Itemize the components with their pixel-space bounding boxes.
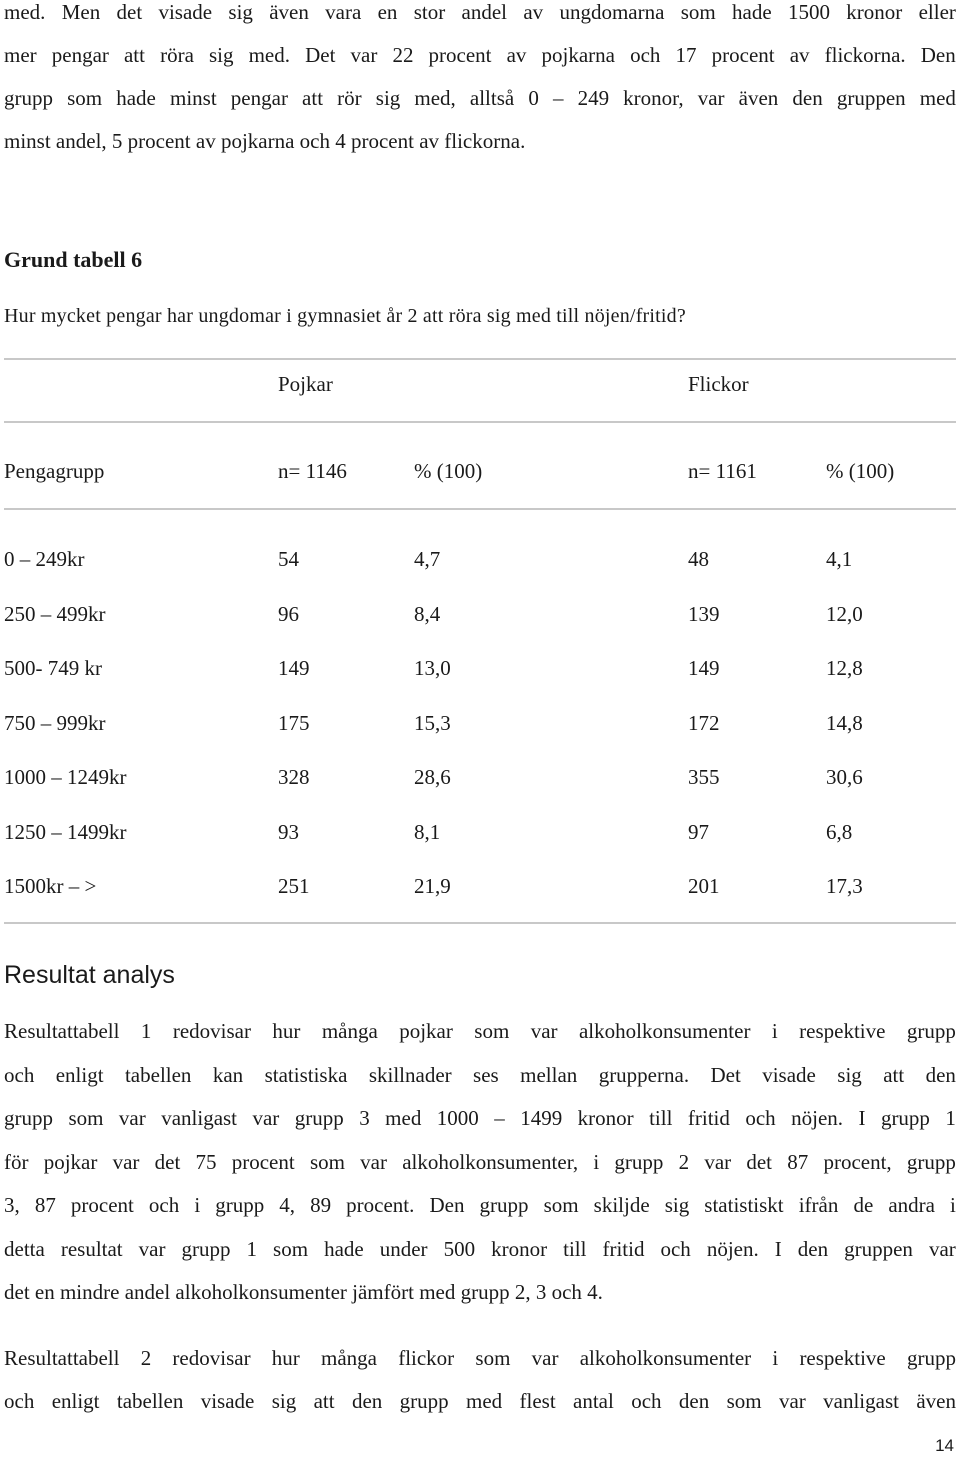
- text-line: med. Men det visade sig även vara en stor andel av ungdomarna som hade 1500 kronor eller: [4, 0, 956, 24]
- table-cell: 251: [278, 874, 310, 898]
- table-top-rule: [4, 358, 956, 360]
- table-cell: 12,8: [826, 656, 863, 680]
- table-cell: 8,4: [414, 601, 441, 626]
- column-header: % (100): [826, 459, 895, 483]
- column-header: Pengagrupp: [4, 459, 105, 483]
- row-label: 1000 – 1249kr: [4, 765, 127, 789]
- text-line: grupp som hade minst pengar att rör sig med, alltså 0 – 249 kronor, var även den gruppen med: [4, 86, 956, 110]
- row-label: 1500kr – >: [4, 874, 97, 898]
- table-question: Hur mycket pengar har ungdomar i gymnasiet år 2 att röra sig med till nöjen/fritid?: [4, 305, 686, 327]
- table-cell: 4,7: [414, 547, 441, 571]
- table-title: Grund tabell 6: [4, 247, 143, 272]
- text-line: mer pengar att röra sig med. Det var 22 procent av pojkarna och 17 procent av flickorna. Den: [4, 43, 956, 67]
- table-cell: 139: [688, 601, 720, 626]
- table-cell: 4,1: [826, 547, 853, 571]
- table-bottom-rule: [4, 922, 956, 924]
- table-cell: 28,6: [414, 765, 451, 789]
- row-label: 250 – 499kr: [4, 601, 106, 626]
- column-header: n= 1161: [688, 459, 757, 483]
- table-cell: 149: [278, 656, 310, 680]
- section-title: Resultat analys: [4, 961, 175, 989]
- table-cell: 12,0: [826, 601, 863, 626]
- table-cell: 48: [688, 547, 709, 571]
- text-line: 3, 87 procent och i grupp 4, 89 procent. Den grupp som skiljde sig statistiskt ifrån de andra i: [4, 1193, 956, 1217]
- text-line: Resultattabell 2 redovisar hur många flickor som var alkoholkonsumenter i respektive grupp: [4, 1346, 956, 1370]
- table-cell: 17,3: [826, 874, 863, 898]
- table-cell: 96: [278, 601, 299, 626]
- text-line: detta resultat var grupp 1 som hade under 500 kronor till fritid och nöjen. I den gruppen var: [4, 1236, 956, 1261]
- table-cell: 93: [278, 819, 299, 844]
- text-line: Resultattabell 1 redovisar hur många pojkar som var alkoholkonsumenter i respektive grupp: [4, 1019, 956, 1043]
- table-cell: 8,1: [414, 819, 441, 844]
- group-header-pojkar: Pojkar: [278, 372, 333, 396]
- column-header: n= 1146: [278, 459, 347, 483]
- table-cell: 6,8: [826, 819, 853, 844]
- row-label: 1250 – 1499kr: [4, 819, 127, 844]
- table-cell: 328: [278, 765, 310, 789]
- table-cell: 21,9: [414, 874, 451, 898]
- table-header-rule: [4, 421, 956, 423]
- table-cell: 172: [688, 710, 720, 735]
- table-cell: 14,8: [826, 710, 863, 735]
- group-header-flickor: Flickor: [688, 372, 749, 396]
- table-cell: 149: [688, 656, 720, 680]
- text-line: det en mindre andel alkoholkonsumenter jämfört med grupp 2, 3 och 4.: [4, 1280, 603, 1304]
- row-label: 750 – 999kr: [4, 710, 106, 735]
- column-header: % (100): [414, 459, 483, 483]
- table-columns-rule: [4, 508, 956, 510]
- table-cell: 355: [688, 765, 720, 789]
- table-cell: 15,3: [414, 710, 451, 735]
- table-cell: 201: [688, 874, 720, 898]
- row-label: 0 – 249kr: [4, 547, 85, 571]
- table-cell: 97: [688, 819, 709, 844]
- table-cell: 175: [278, 710, 310, 735]
- text-line: grupp som var vanligast var grupp 3 med 1000 – 1499 kronor till fritid och nöjen. I grupp 1: [4, 1106, 956, 1130]
- table-cell: 30,6: [826, 765, 863, 789]
- table-cell: 54: [278, 547, 299, 571]
- text-line: minst andel, 5 procent av pojkarna och 4 procent av flickorna.: [4, 129, 526, 153]
- text-line: och enligt tabellen kan statistiska skillnader ses mellan grupperna. Det visade sig att den: [4, 1062, 956, 1087]
- text-line: och enligt tabellen visade sig att den grupp med flest antal och den som var vanligast även: [4, 1389, 956, 1413]
- table-cell: 13,0: [414, 656, 451, 680]
- page-number: 14: [935, 1436, 954, 1455]
- row-label: 500- 749 kr: [4, 656, 102, 680]
- text-line: för pojkar var det 75 procent som var alkoholkonsumenter, i grupp 2 var det 87 procent, grupp: [4, 1149, 956, 1174]
